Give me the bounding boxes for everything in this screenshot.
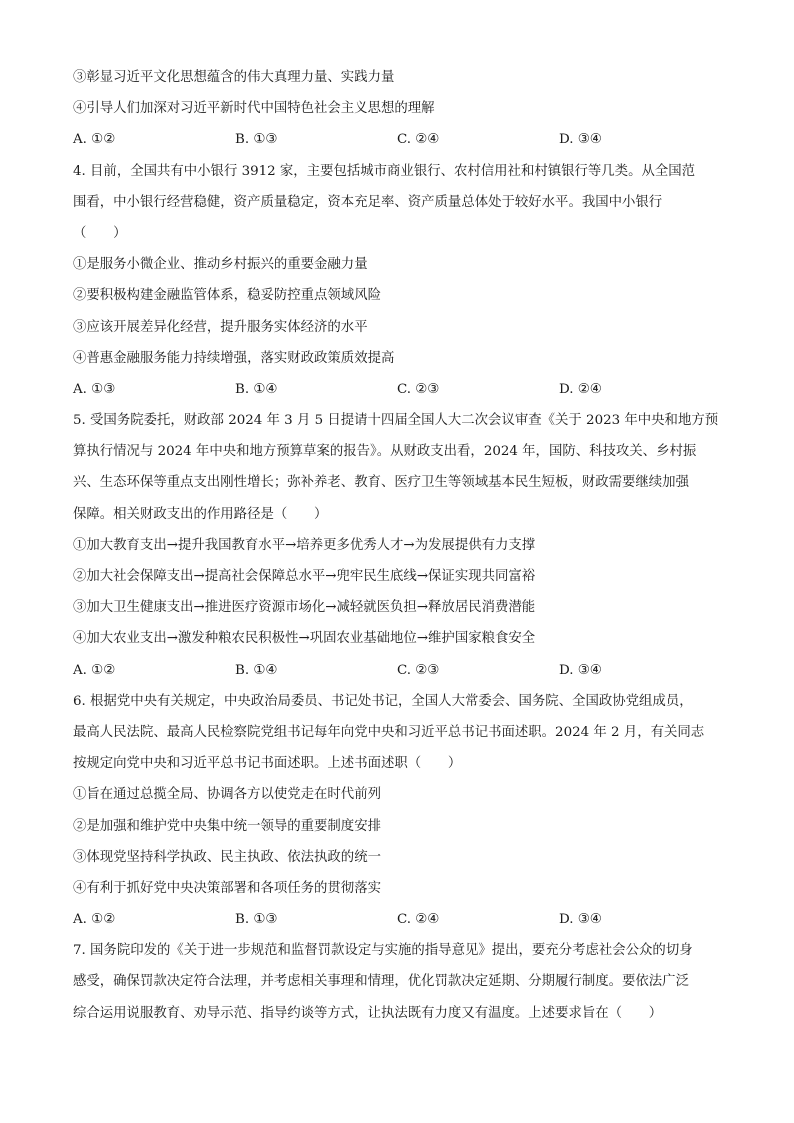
answer-option: A. ①②	[73, 912, 116, 928]
answer-option: A. ①②	[73, 132, 116, 148]
text-line: ④普惠金融服务能力持续增强，落实财政政策质效提高	[73, 350, 395, 366]
answer-options	[73, 124, 733, 155]
answer-options	[73, 374, 733, 405]
answer-option: C. ②④	[397, 132, 440, 148]
text-line: 5. 受国务院委托，财政部 2024 年 3 月 5 日提请十四届全国人大二次会议审查《关于 2023 年中央和地方预	[73, 413, 719, 429]
answer-option: B. ①④	[235, 381, 278, 397]
page-content	[73, 62, 733, 1029]
text-line: ①是服务小微企业、推动乡村振兴的重要金融力量	[73, 257, 368, 273]
answer-option: D. ③④	[559, 662, 602, 678]
answer-options	[73, 904, 733, 935]
text-line: ②是加强和维护党中央集中统一领导的重要制度安排	[73, 818, 381, 834]
text-line: 保障。相关财政支出的作用路径是（ ）	[73, 506, 328, 522]
text-line: ②要积极构建金融监管体系，稳妥防控重点领域风险	[73, 288, 381, 304]
text-line: ①旨在通过总揽全局、协调各方以使党走在时代前列	[73, 787, 381, 803]
answer-option: C. ②④	[397, 912, 440, 928]
text-line: 最高人民法院、最高人民检察院党组书记每年向党中央和习近平总书记书面述职。2024 年 2 月，有关同志	[73, 724, 705, 740]
answer-option: D. ③④	[559, 912, 602, 928]
answer-option: C. ②③	[397, 381, 440, 397]
text-line: ①加大教育支出→提升我国教育水平→培养更多优秀人才→为发展提供有力支撑	[73, 537, 536, 553]
answer-option: B. ①③	[235, 912, 278, 928]
answer-option: A. ①②	[73, 662, 116, 678]
text-line: 算执行情况与 2024 年中央和地方预算草案的报告》。从财政支出看，2024 年，国防、科技攻关、乡村振	[73, 444, 697, 460]
text-line: 4. 目前，全国共有中小银行 3912 家，主要包括城市商业银行、农村信用社和村镇银行等几类。从全国范	[73, 163, 696, 179]
answer-option: B. ①③	[235, 132, 278, 148]
text-line: ④有利于抓好党中央决策部署和各项任务的贯彻落实	[73, 880, 381, 896]
answer-option: C. ②③	[397, 662, 440, 678]
text-line: （ ）	[73, 225, 127, 241]
text-line: 7. 国务院印发的《关于进一步规范和监督罚款设定与实施的指导意见》提出，要充分考虑社会公众的切身	[73, 943, 693, 959]
text-line: 6. 根据党中央有关规定，中央政治局委员、书记处书记，全国人大常委会、国务院、全国政协党组成员，	[73, 693, 693, 709]
text-line: 兴、生态环保等重点支出刚性增长；弥补养老、教育、医疗卫生等领域基本民生短板，财政需要继续加强	[73, 475, 689, 491]
text-line: 综合运用说服教育、劝导示范、指导约谈等方式，让执法既有力度又有温度。上述要求旨在（ ）	[73, 1005, 663, 1021]
answer-options	[73, 655, 733, 686]
answer-option: D. ②④	[559, 381, 602, 397]
text-line: ③加大卫生健康支出→推进医疗资源市场化→减轻就医负担→释放居民消费潜能	[73, 600, 536, 616]
text-line: ③体现党坚持科学执政、民主执政、依法执政的统一	[73, 849, 381, 865]
answer-option: B. ①④	[235, 662, 278, 678]
text-line: ③应该开展差异化经营，提升服务实体经济的水平	[73, 319, 368, 335]
text-line: ③彰显习近平文化思想蕴含的伟大真理力量、实践力量	[73, 70, 395, 85]
text-line: ④引导人们加深对习近平新时代中国特色社会主义思想的理解	[73, 101, 435, 117]
text-line: ④加大农业支出→激发种粮农民积极性→巩固农业基础地位→维护国家粮食安全	[73, 631, 536, 647]
text-line: 围看，中小银行经营稳健，资产质量稳定，资本充足率、资产质量总体处于较好水平。我国中小银行	[73, 194, 663, 210]
text-line: ②加大社会保障支出→提高社会保障总水平→兜牢民生底线→保证实现共同富裕	[73, 569, 536, 584]
text-line: 按规定向党中央和习近平总书记书面述职。上述书面述职（ ）	[73, 756, 462, 772]
answer-option: A. ①③	[73, 381, 116, 397]
answer-option: D. ③④	[559, 132, 602, 148]
text-line: 感受，确保罚款决定符合法理，并考虑相关事理和情理，优化罚款决定延期、分期履行制度。要依法广泛	[73, 974, 689, 990]
